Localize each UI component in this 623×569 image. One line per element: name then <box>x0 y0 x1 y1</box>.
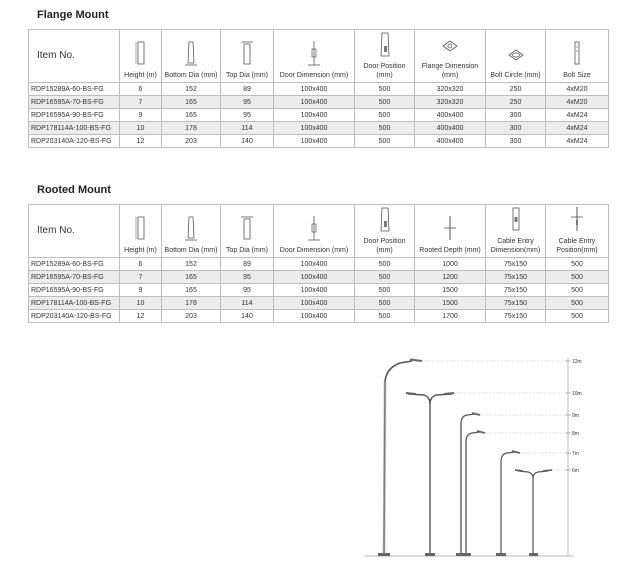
pole-7m <box>496 451 564 556</box>
table-cell: 500 <box>546 284 609 297</box>
table-cell: 500 <box>355 284 415 297</box>
table-cell: 12 <box>120 310 162 323</box>
table-cell: 165 <box>162 109 221 122</box>
column-header-label: Height (m) <box>124 72 157 79</box>
table-cell: 114 <box>221 297 274 310</box>
table-cell: 400x400 <box>415 135 486 148</box>
table-cell: 12 <box>120 135 162 148</box>
column-header-label: Top Dia (mm) <box>225 72 268 79</box>
rooted-depth-icon <box>441 214 459 242</box>
flange-mount-table <box>28 29 609 148</box>
column-header <box>355 205 415 258</box>
table-row <box>29 96 609 109</box>
column-header <box>29 30 120 83</box>
table-cell: 95 <box>221 96 274 109</box>
column-header <box>162 205 221 258</box>
table-cell: 4xM20 <box>546 83 609 96</box>
table-row <box>29 122 609 135</box>
rooted-mount-title: Rooted Mount <box>37 184 111 196</box>
table-cell: 95 <box>221 271 274 284</box>
column-header-label: Bottom Dia (mm) <box>164 72 218 79</box>
column-header-label: Bolt Circle (mm) <box>490 72 541 79</box>
top-dia-icon <box>238 39 256 67</box>
table-cell: 114 <box>221 122 274 135</box>
table-cell: 203 <box>162 135 221 148</box>
column-header-label: Item No. <box>37 224 75 236</box>
pole-height-diagram <box>364 352 594 564</box>
table-cell: 1700 <box>415 310 486 323</box>
door-position-icon <box>376 30 394 58</box>
bottom-dia-icon <box>182 214 200 242</box>
table-row <box>29 271 609 284</box>
flange-mount-title: Flange Mount <box>37 9 109 21</box>
item-number-cell: RDP16595A-70-BS-FG <box>29 96 120 109</box>
table-cell: 250 <box>486 83 546 96</box>
table-cell: 100x400 <box>274 135 355 148</box>
bolt-circle-icon <box>507 39 525 67</box>
table-cell: 75x150 <box>486 310 546 323</box>
height-label: 12m <box>572 359 582 365</box>
bottom-dia-icon <box>182 39 200 67</box>
cable-entry-position-icon <box>568 205 586 233</box>
table-cell: 75x150 <box>486 297 546 310</box>
table-cell: 100x400 <box>274 96 355 109</box>
column-header-label: Height (m) <box>124 247 157 254</box>
table-header-row <box>29 30 609 83</box>
table-cell: 100x400 <box>274 258 355 271</box>
table-cell: 1500 <box>415 297 486 310</box>
table-row <box>29 135 609 148</box>
table-cell: 9 <box>120 284 162 297</box>
pole-height-icon <box>132 214 150 242</box>
table-cell: 10 <box>120 122 162 135</box>
table-cell: 400x400 <box>415 109 486 122</box>
table-cell: 500 <box>546 271 609 284</box>
door-dimension-icon <box>305 214 323 242</box>
height-label: 9m <box>572 413 579 419</box>
item-number-cell: RDP16595A-90-BS-FG <box>29 284 120 297</box>
table-cell: 100x400 <box>274 122 355 135</box>
table-cell: 165 <box>162 284 221 297</box>
table-cell: 4xM24 <box>546 135 609 148</box>
height-label: 7m <box>572 451 579 457</box>
column-header <box>120 205 162 258</box>
table-cell: 100x400 <box>274 284 355 297</box>
table-cell: 500 <box>546 258 609 271</box>
pole-9m <box>456 413 564 556</box>
bolt-size-icon <box>568 39 586 67</box>
column-header-label: Cable Entry Position(mm) <box>556 238 598 254</box>
column-header <box>415 205 486 258</box>
table-cell: 1500 <box>415 284 486 297</box>
column-header <box>274 205 355 258</box>
table-cell: 1200 <box>415 271 486 284</box>
column-header <box>29 205 120 258</box>
table-cell: 100x400 <box>274 310 355 323</box>
table-cell: 1000 <box>415 258 486 271</box>
column-header-label: Door Dimension (mm) <box>279 72 349 79</box>
pole-6m <box>515 470 564 556</box>
flange-dimension-icon <box>441 30 459 58</box>
column-header-label: Top Dia (mm) <box>225 247 268 254</box>
table-cell: 6 <box>120 258 162 271</box>
table-cell: 4xM20 <box>546 96 609 109</box>
table-cell: 75x150 <box>486 284 546 297</box>
item-number-cell: RDP16595A-70-BS-FG <box>29 271 120 284</box>
table-cell: 10 <box>120 297 162 310</box>
table-cell: 165 <box>162 271 221 284</box>
pole-8m <box>461 431 564 556</box>
table-cell: 500 <box>355 83 415 96</box>
item-number-cell: RDP15289A-60-BS-FG <box>29 258 120 271</box>
table-cell: 89 <box>221 83 274 96</box>
column-header <box>415 30 486 83</box>
table-cell: 100x400 <box>274 83 355 96</box>
column-header-label: Door Position (mm) <box>363 238 406 254</box>
column-header-label: Bottom Dia (mm) <box>164 247 218 254</box>
column-header-label: Rooted Depth (mm) <box>419 247 481 254</box>
column-header <box>120 30 162 83</box>
column-header <box>162 30 221 83</box>
table-cell: 7 <box>120 96 162 109</box>
rooted-mount-table <box>28 204 609 323</box>
table-cell: 500 <box>355 271 415 284</box>
table-cell: 9 <box>120 109 162 122</box>
column-header <box>221 205 274 258</box>
item-number-cell: RDP203140A-120-BS-FG <box>29 135 120 148</box>
table-cell: 500 <box>355 310 415 323</box>
item-number-cell: RDP203140A-120-BS-FG <box>29 310 120 323</box>
table-cell: 500 <box>546 310 609 323</box>
column-header-label: Item No. <box>37 49 75 61</box>
table-cell: 152 <box>162 83 221 96</box>
table-cell: 300 <box>486 135 546 148</box>
door-dimension-icon <box>305 39 323 67</box>
table-cell: 6 <box>120 83 162 96</box>
table-cell: 75x150 <box>486 271 546 284</box>
table-cell: 500 <box>355 96 415 109</box>
table-cell: 203 <box>162 310 221 323</box>
column-header-label: Bolt Size <box>563 72 591 79</box>
table-cell: 152 <box>162 258 221 271</box>
table-row <box>29 284 609 297</box>
pole-12m <box>378 360 564 557</box>
table-cell: 500 <box>355 122 415 135</box>
table-cell: 89 <box>221 258 274 271</box>
table-cell: 75x150 <box>486 258 546 271</box>
table-cell: 320x320 <box>415 96 486 109</box>
column-header <box>221 30 274 83</box>
column-header <box>486 30 546 83</box>
table-cell: 300 <box>486 109 546 122</box>
item-number-cell: RDP16595A-90-BS-FG <box>29 109 120 122</box>
table-header-row <box>29 205 609 258</box>
column-header <box>486 205 546 258</box>
table-cell: 100x400 <box>274 297 355 310</box>
item-number-cell: RDP178114A-100-BS-FG <box>29 122 120 135</box>
table-cell: 140 <box>221 310 274 323</box>
table-cell: 165 <box>162 96 221 109</box>
item-number-cell: RDP178114A-100-BS-FG <box>29 297 120 310</box>
top-dia-icon <box>238 214 256 242</box>
table-cell: 300 <box>486 122 546 135</box>
table-row <box>29 297 609 310</box>
column-header <box>355 30 415 83</box>
table-cell: 140 <box>221 135 274 148</box>
table-cell: 320x320 <box>415 83 486 96</box>
table-cell: 100x400 <box>274 109 355 122</box>
cable-entry-dimension-icon <box>507 205 525 233</box>
column-header <box>274 30 355 83</box>
table-cell: 178 <box>162 297 221 310</box>
pole-height-icon <box>132 39 150 67</box>
item-number-cell: RDP15289A-60-BS-FG <box>29 83 120 96</box>
table-cell: 500 <box>546 297 609 310</box>
column-header-label: Flange Dimension (mm) <box>421 63 479 79</box>
table-row <box>29 258 609 271</box>
table-cell: 500 <box>355 297 415 310</box>
table-row <box>29 310 609 323</box>
table-cell: 250 <box>486 96 546 109</box>
table-row <box>29 109 609 122</box>
table-cell: 178 <box>162 122 221 135</box>
column-header-label: Door Position (mm) <box>363 63 406 79</box>
table-cell: 95 <box>221 284 274 297</box>
table-cell: 500 <box>355 109 415 122</box>
table-cell: 4xM24 <box>546 109 609 122</box>
table-cell: 7 <box>120 271 162 284</box>
column-header <box>546 205 609 258</box>
column-header <box>546 30 609 83</box>
table-cell: 4xM24 <box>546 122 609 135</box>
table-cell: 500 <box>355 135 415 148</box>
table-cell: 400x400 <box>415 122 486 135</box>
table-cell: 100x400 <box>274 271 355 284</box>
door-position-icon <box>376 205 394 233</box>
height-label: 6m <box>572 468 579 474</box>
column-header-label: Cable Entry Dimension(mm) <box>490 238 541 254</box>
height-label: 10m <box>572 391 582 397</box>
table-cell: 95 <box>221 109 274 122</box>
pole-10m <box>406 393 564 556</box>
table-cell: 500 <box>355 258 415 271</box>
height-label: 8m <box>572 431 579 437</box>
table-row <box>29 83 609 96</box>
column-header-label: Door Dimension (mm) <box>279 247 349 254</box>
